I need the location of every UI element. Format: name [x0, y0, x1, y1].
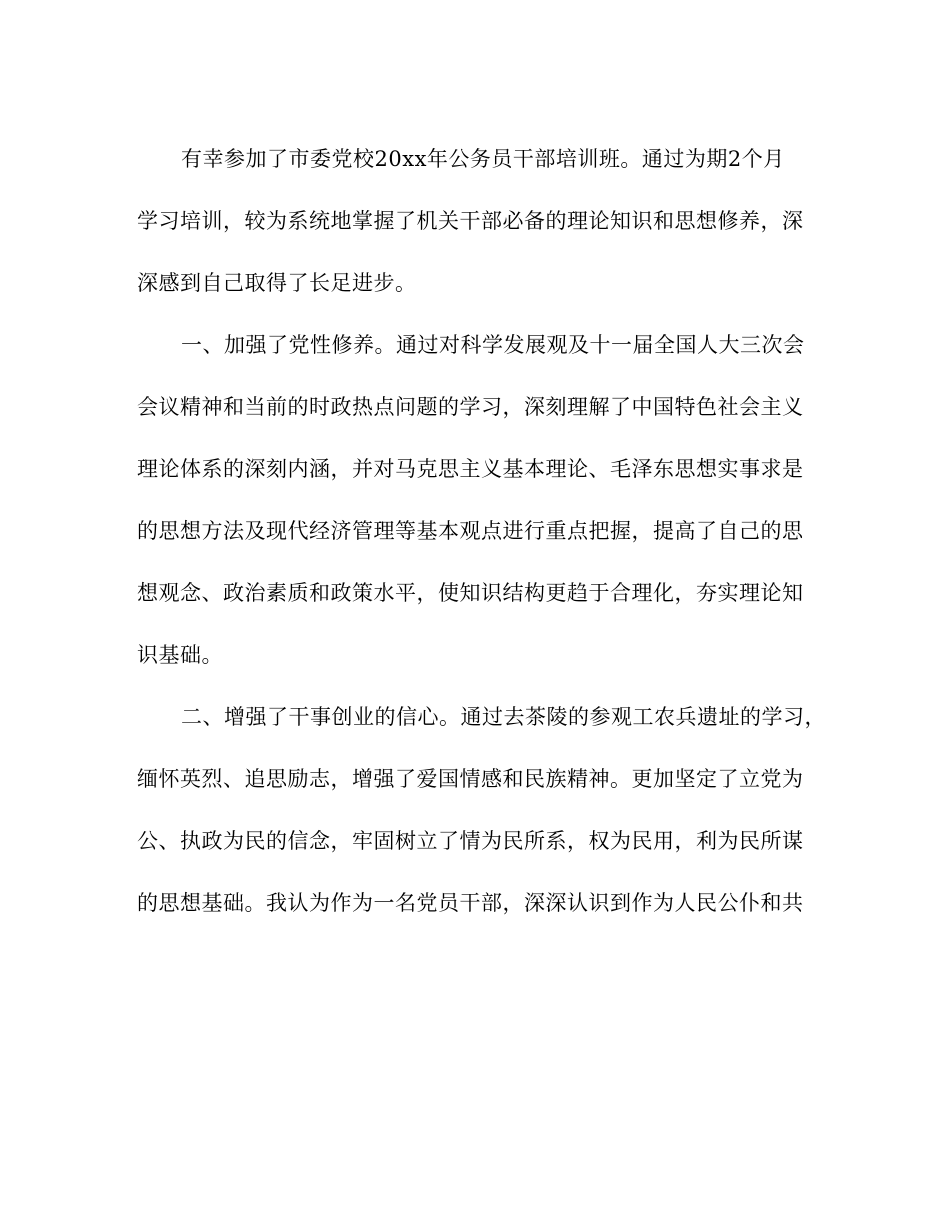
- paragraph-one-line-6: 识基础。: [137, 643, 223, 667]
- paragraph-two-line-1: 二、增强了干事创业的信心。通过去茶陵的参观工农兵遗址的学习，: [181, 705, 826, 729]
- paragraph-intro-line-1: 有幸参加了市委党校20xx年公务员干部培训班。通过为期2个月: [181, 147, 785, 171]
- paragraph-intro-line-3: 深感到自己取得了长足进步。: [137, 271, 417, 295]
- paragraph-one-line-2: 会议精神和当前的时政热点问题的学习，深刻理解了中国特色社会主义: [137, 395, 804, 419]
- document-body: [137, 128, 827, 934]
- paragraph-two-line-3: 公、执政为民的信念，牢固树立了情为民所系，权为民用，利为民所谋: [137, 829, 804, 853]
- paragraph-one-line-4: 的思想方法及现代经济管理等基本观点进行重点把握，提高了自己的思: [137, 519, 804, 543]
- paragraph-one-line-5: 想观念、政治素质和政策水平，使知识结构更趋于合理化，夯实理论知: [137, 581, 804, 605]
- paragraph-two-line-2: 缅怀英烈、追思励志，增强了爱国情感和民族精神。更加坚定了立党为: [137, 767, 804, 791]
- paragraph-intro-line-2: 学习培训，较为系统地掌握了机关干部必备的理论知识和思想修养，深: [137, 209, 804, 233]
- paragraph-one-line-1: 一、加强了党性修养。通过对科学发展观及十一届全国人大三次会: [181, 333, 805, 357]
- paragraph-two-line-4: 的思想基础。我认为作为一名党员干部，深深认识到作为人民公仆和共: [137, 891, 804, 915]
- paragraph-one-line-3: 理论体系的深刻内涵，并对马克思主义基本理论、毛泽东思想实事求是: [137, 457, 804, 481]
